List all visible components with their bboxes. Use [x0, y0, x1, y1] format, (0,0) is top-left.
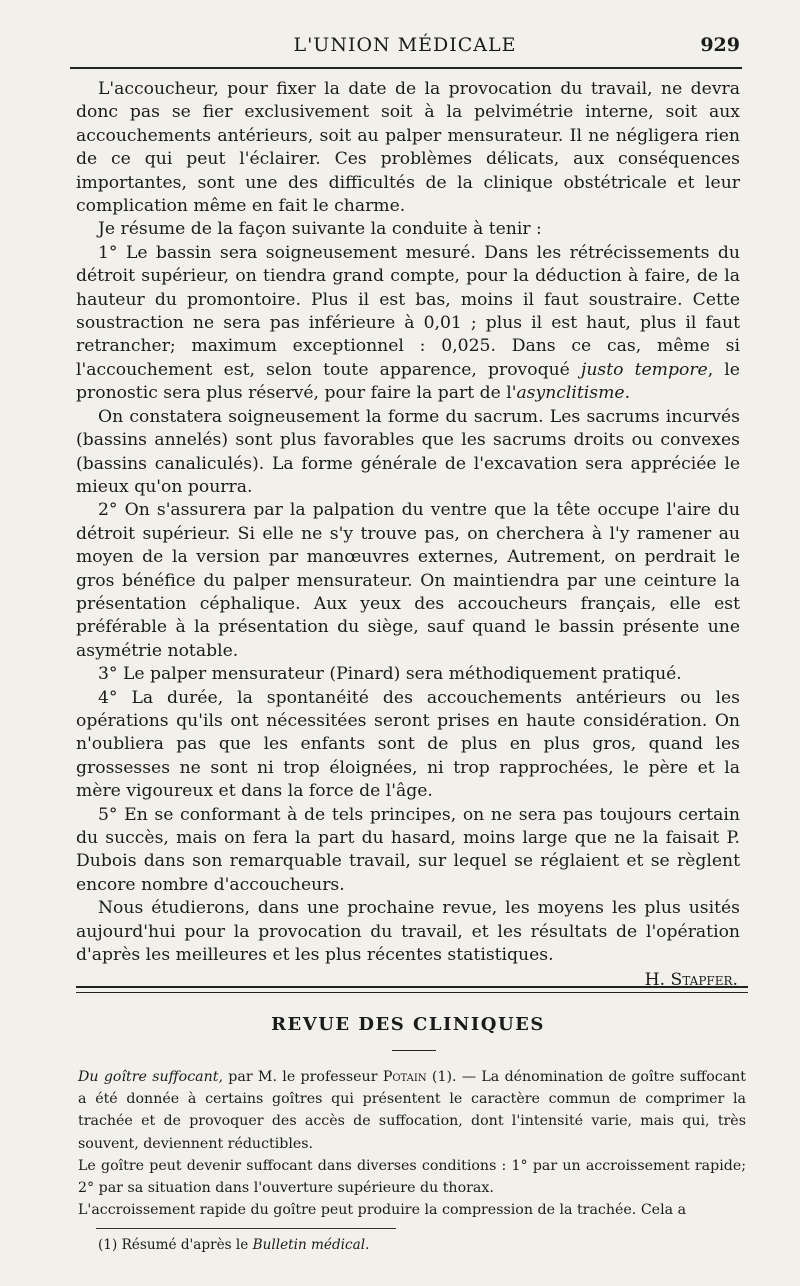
paragraph-4: On constatera soigneusement la forme du sacrum. Les sacrums incurvés (bassins annelés) sont plus favorables que les sacrums droits ou convexes (bassins canaliculés). La forme générale de l'excavation sera appréciée le mieux qu'on pourra.	[76, 406, 740, 497]
review-paragraph-3: L'accroissement rapide du goître peut produire la compression de la trachée. Cela a	[78, 1202, 687, 1219]
review-author: Potain	[382, 1069, 427, 1085]
section-title: REVUE DES CLINIQUES	[271, 1014, 545, 1035]
footnote-prefix: (1) Résumé d'après le	[98, 1237, 253, 1253]
paragraph-3-mid: , le pronostic sera plus réservé, pour faire la part de l'	[76, 359, 740, 404]
article-body	[76, 78, 740, 993]
review-lead-ref: (1). — La dénomination de goître suffocant a été donnée à certains goîtres qui présentent le caractère commun de comprimer la trachée et de provoquer des accès de suffocation, dont l'intensité varie, mais qui, très souvent, deviennent réductibles.	[78, 1069, 746, 1152]
paragraph-3-end: .	[624, 383, 631, 404]
footnote-source: Bulletin médical	[252, 1237, 366, 1253]
page-header	[70, 34, 740, 62]
paragraph-8: 5° En se conformant à de tels principes, on ne sera pas toujours certain du succès, mais on fera la part du hasard, moins large que ne la faisait P. Dubois dans son remarquable travail, sur lequel se réglaient et se règlent encore nombre d'accoucheurs.	[76, 804, 740, 895]
review-paragraph-2: Le goître peut devenir suffocant dans diverses conditions : 1° par un accroissement rapide; 2° par sa situation dans l'ouverture supérieure du thorax.	[78, 1157, 746, 1197]
footnote-rule	[96, 1228, 396, 1229]
header-rule	[70, 67, 742, 69]
paragraph-2: Je résume de la façon suivante la conduite à tenir :	[98, 219, 542, 240]
author-signature: H. Stapfer.	[644, 970, 738, 991]
paragraph-9: Nous étudierons, dans une prochaine revue, les moyens les plus usités aujourd'hui pour la provocation du travail, et les résultats de l'opération d'après les meilleures et les plus récentes statistiques.	[76, 898, 740, 966]
section-divider-thin	[76, 992, 748, 993]
running-title: L'UNION MÉDICALE	[293, 34, 517, 56]
title-underline	[392, 1050, 436, 1051]
paragraph-3-italic-1: justo tempore	[581, 359, 708, 380]
paragraph-1: L'accoucheur, pour fixer la date de la provocation du travail, ne devra donc pas se fier exclusivement soit à la pelvimétrie interne, soit aux accouchements antérieurs, soit au palper mensurateur. Il ne négligera rien de ce qui peut l'éclairer. Ces problèmes délicats, aux conséquences importantes, sont une des difficultés de la clinique obstétricale et leur complication même en fait le charme.	[76, 79, 740, 217]
paragraph-3-italic-2: asynclitisme	[516, 383, 625, 404]
paragraph-5: 2° On s'assurera par la palpation du ventre que la tête occupe l'aire du détroit supérieur. Si elle ne s'y trouve pas, on cherchera à l'y ramener au moyen de la version par manœuvres externes, Autrement, on perdrait le gros bénéfice du palper mensurateur. On maintiendra par une ceinture la présentation céphalique. Aux yeux des accoucheurs français, elle est préférable à la présentation du siège, sauf quand le bassin présente une asymétrie notable.	[76, 500, 740, 661]
review-lead-title: Du goître suffocant,	[78, 1069, 223, 1085]
page-number: 929	[700, 34, 740, 56]
paragraph-3-text: 1° Le bassin sera soigneusement mesuré. Dans les rétrécissements du détroit supérieur, on tiendra grand compte, pour la déduction à faire, de la hauteur du promontoire. Plus il est bas, moins il faut soustraire. Cette soustraction ne sera pas inférieure à 0,01 ; plus il est haut, plus il faut retrancher; maximum exceptionnel : 0,025. Dans ce cas, même si l'accouchement est, selon toute apparence, provoqué	[76, 242, 740, 380]
review-paragraph-1	[78, 1066, 746, 1155]
paragraph-7: 4° La durée, la spontanéité des accouchements antérieurs ou les opérations qu'ils ont nécessitées seront prises en haute considération. On n'oubliera pas que les enfants sont de plus en plus gros, quand les grossesses ne sont ni trop éloignées, ni trop rapprochées, le père et la mère vigoureux et dans la force de l'âge.	[76, 687, 740, 802]
section-divider-thick	[76, 986, 748, 988]
paragraph-3	[76, 242, 740, 406]
footnote	[98, 1236, 738, 1254]
review-lead-text: par M. le professeur	[222, 1069, 383, 1085]
paragraph-6: 3° Le palper mensurateur (Pinard) sera méthodiquement pratiqué.	[98, 664, 682, 685]
clinic-review-body	[78, 1066, 746, 1221]
footnote-suffix: .	[365, 1237, 370, 1253]
